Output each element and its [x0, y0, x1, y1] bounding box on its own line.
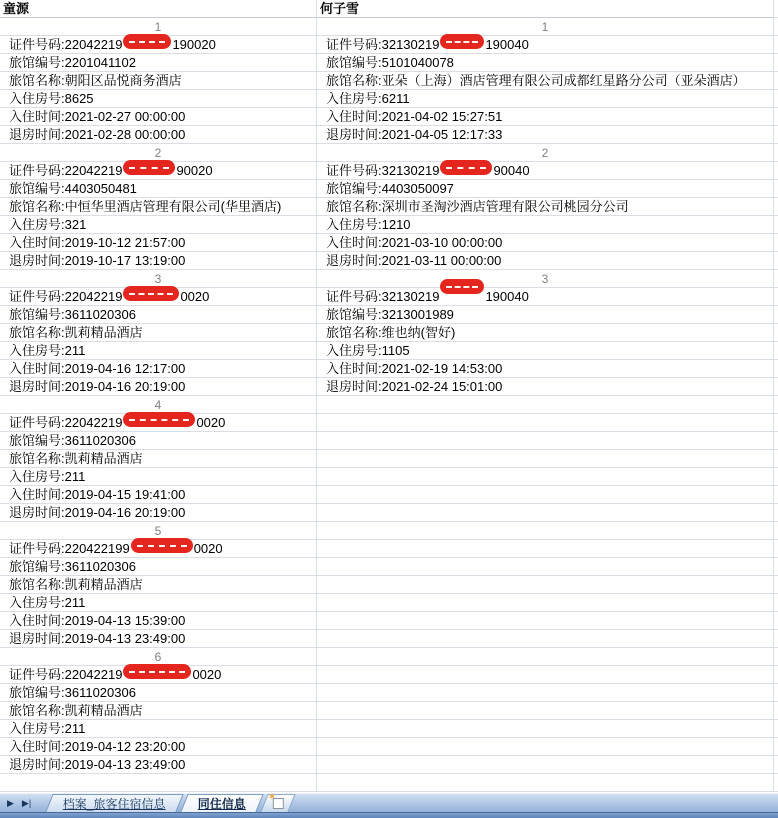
field-room-number[interactable]	[0, 216, 316, 234]
redaction-dashes	[129, 41, 165, 43]
field-hotel-code[interactable]	[0, 180, 316, 198]
field-hotel-code[interactable]	[317, 180, 773, 198]
field-id-number[interactable]	[0, 666, 316, 684]
field-hotel-code[interactable]	[0, 54, 316, 72]
redaction-mark	[123, 160, 175, 175]
record-index[interactable]: 1	[154, 20, 162, 34]
field-room-number-text: 入住房号:1210	[326, 217, 411, 232]
field-checkin-time-text: 入住时间:2019-04-15 19:41:00	[9, 487, 186, 502]
field-hotel-name[interactable]	[317, 324, 773, 342]
field-checkout-time-text: 退房时间:2019-04-13 23:49:00	[9, 631, 186, 646]
person-name-header[interactable]: 何子雪	[317, 0, 773, 18]
field-checkin-time-text: 入住时间:2021-03-10 00:00:00	[326, 235, 503, 250]
field-checkin-time-text: 入住时间:2021-04-02 15:27:51	[326, 109, 503, 124]
field-hotel-code[interactable]	[0, 432, 316, 450]
field-room-number[interactable]	[317, 90, 773, 108]
field-room-number[interactable]	[0, 468, 316, 486]
field-id-number[interactable]	[0, 414, 316, 432]
star-icon: ✶	[267, 792, 276, 803]
id-number-text: 证件号码:32130219 90040	[326, 163, 530, 178]
scroll-last-icon[interactable]: ▶|	[21, 797, 32, 808]
field-checkout-time[interactable]	[317, 252, 773, 270]
field-checkin-time[interactable]	[317, 108, 773, 126]
record-index[interactable]: 4	[154, 398, 162, 412]
tab-label: 档案_旅客住宿信息	[62, 797, 166, 811]
field-room-number-text: 入住房号:211	[9, 343, 86, 358]
field-checkout-time-text: 退房时间:2021-02-24 15:01:00	[326, 379, 503, 394]
field-checkin-time[interactable]	[0, 234, 316, 252]
field-checkout-time-text: 退房时间:2021-02-28 00:00:00	[9, 127, 186, 142]
field-checkout-time-text: 退房时间:2019-10-17 13:19:00	[9, 253, 186, 268]
field-hotel-code-text: 旅馆编号:2201041102	[9, 55, 136, 70]
id-number-text: 证件号码:22042219 0020	[9, 415, 225, 430]
field-checkin-time[interactable]	[0, 738, 316, 756]
field-checkout-time[interactable]	[317, 126, 773, 144]
record-index[interactable]: 3	[541, 272, 549, 286]
field-room-number[interactable]	[0, 720, 316, 738]
field-room-number-text: 入住房号:211	[9, 469, 86, 484]
insert-worksheet-icon	[267, 792, 283, 809]
field-hotel-name-text: 旅馆名称:亚朵（上海）酒店管理有限公司成都红星路分公司（亚朵酒店）	[326, 73, 746, 88]
id-number-text: 证件号码:22042219 90020	[9, 163, 213, 178]
redaction-mark	[123, 412, 195, 427]
redaction-dashes	[129, 671, 185, 673]
field-hotel-name[interactable]	[0, 324, 316, 342]
field-room-number[interactable]	[0, 342, 316, 360]
field-id-number[interactable]	[0, 540, 316, 558]
id-number-text: 证件号码:220422199 0020	[9, 541, 223, 556]
field-hotel-code[interactable]	[317, 306, 773, 324]
field-hotel-name-text: 旅馆名称:维也纳(智好)	[326, 325, 456, 340]
column-person-2	[317, 0, 773, 396]
redaction-mark	[440, 34, 484, 49]
field-checkout-time-text: 退房时间:2019-04-16 20:19:00	[9, 505, 186, 520]
field-room-number[interactable]	[317, 342, 773, 360]
field-checkout-time[interactable]	[0, 504, 316, 522]
field-checkout-time-text: 退房时间:2019-04-13 23:49:00	[9, 757, 186, 772]
field-id-number[interactable]	[317, 288, 773, 306]
field-checkout-time[interactable]	[0, 378, 316, 396]
field-hotel-name-text: 旅馆名称:凯莉精品酒店	[9, 577, 143, 592]
tab-label: 同住信息	[197, 797, 246, 811]
tab-archive-lodging-info[interactable]	[46, 794, 184, 812]
field-hotel-code[interactable]	[317, 54, 773, 72]
id-number-text: 证件号码:22042219 0020	[9, 667, 221, 682]
redaction-dashes	[446, 286, 478, 288]
field-hotel-name-text: 旅馆名称:凯莉精品酒店	[9, 325, 143, 340]
field-room-number-text: 入住房号:1105	[326, 343, 410, 358]
field-hotel-code-text: 旅馆编号:3611020306	[9, 307, 136, 322]
field-checkout-time[interactable]	[0, 756, 316, 774]
field-checkout-time-text: 退房时间:2019-04-16 20:19:00	[9, 379, 186, 394]
insert-worksheet-button[interactable]	[260, 794, 295, 812]
record-index[interactable]: 6	[154, 650, 162, 664]
field-checkout-time[interactable]	[0, 252, 316, 270]
field-checkout-time[interactable]	[0, 630, 316, 648]
field-hotel-name[interactable]	[0, 72, 316, 90]
redaction-dashes	[446, 41, 478, 43]
field-hotel-name-text: 旅馆名称:中恒华里酒店管理有限公司(华里酒店)	[9, 199, 282, 214]
redaction-mark	[131, 538, 193, 553]
field-hotel-name[interactable]	[317, 198, 773, 216]
column-gridline	[773, 0, 774, 792]
field-hotel-code[interactable]	[0, 684, 316, 702]
field-checkout-time-text: 退房时间:2021-03-11 00:00:00	[326, 253, 502, 268]
field-hotel-name[interactable]	[0, 576, 316, 594]
field-checkin-time-text: 入住时间:2019-10-12 21:57:00	[9, 235, 186, 250]
field-checkin-time-text: 入住时间:2021-02-19 14:53:00	[326, 361, 503, 376]
field-room-number-text: 入住房号:6211	[326, 91, 410, 106]
field-id-number[interactable]	[0, 36, 316, 54]
field-checkin-time[interactable]	[0, 486, 316, 504]
field-hotel-name[interactable]	[0, 702, 316, 720]
field-hotel-name-text: 旅馆名称:深圳市圣淘沙酒店管理有限公司桃园分公司	[326, 199, 629, 214]
field-checkout-time[interactable]	[0, 126, 316, 144]
field-hotel-name-text: 旅馆名称:凯莉精品酒店	[9, 451, 143, 466]
field-id-number[interactable]	[317, 36, 773, 54]
field-hotel-code-text: 旅馆编号:3213001989	[326, 307, 454, 322]
redaction-dashes	[446, 167, 486, 169]
redaction-dashes	[137, 545, 187, 547]
record-index[interactable]: 1	[541, 20, 549, 34]
redaction-dashes	[129, 293, 173, 295]
scroll-next-icon[interactable]: ▶	[7, 797, 14, 808]
field-checkout-time[interactable]	[317, 378, 773, 396]
field-hotel-code[interactable]	[0, 306, 316, 324]
field-hotel-code-text: 旅馆编号:4403050481	[9, 181, 137, 196]
sheet-tabs	[49, 794, 296, 812]
field-checkin-time[interactable]	[0, 612, 316, 630]
field-hotel-code-text: 旅馆编号:5101040078	[326, 55, 454, 70]
field-checkin-time-text: 入住时间:2021-02-27 00:00:00	[9, 109, 186, 124]
field-room-number[interactable]	[0, 594, 316, 612]
field-room-number-text: 入住房号:211	[9, 595, 86, 610]
redaction-mark	[440, 160, 492, 175]
record-index[interactable]: 2	[541, 146, 549, 160]
record-index[interactable]: 5	[154, 524, 162, 538]
field-room-number-text: 入住房号:321	[9, 217, 87, 232]
field-hotel-code-text: 旅馆编号:3611020306	[9, 559, 136, 574]
field-hotel-name[interactable]	[0, 198, 316, 216]
field-hotel-code-text: 旅馆编号:3611020306	[9, 433, 136, 448]
tab-scroll-buttons	[0, 794, 37, 812]
field-hotel-name-text: 旅馆名称:朝阳区品悦商务酒店	[9, 73, 182, 88]
field-checkin-time-text: 入住时间:2019-04-16 12:17:00	[9, 361, 186, 376]
id-number-text: 证件号码:22042219 0020	[9, 289, 209, 304]
field-checkin-time[interactable]	[0, 108, 316, 126]
field-checkin-time[interactable]	[317, 360, 773, 378]
field-checkin-time[interactable]	[0, 360, 316, 378]
id-number-text: 证件号码:32130219 190040	[326, 289, 529, 304]
bottom-border-strip	[0, 812, 778, 818]
redaction-dashes	[129, 419, 189, 421]
field-hotel-name-text: 旅馆名称:凯莉精品酒店	[9, 703, 143, 718]
redaction-mark	[440, 279, 484, 294]
field-checkin-time[interactable]	[317, 234, 773, 252]
tab-cohabitation-info[interactable]	[180, 794, 263, 812]
field-id-number[interactable]	[0, 288, 316, 306]
field-room-number[interactable]	[0, 90, 316, 108]
field-room-number[interactable]	[317, 216, 773, 234]
id-number-text: 证件号码:32130219 190040	[326, 37, 529, 52]
field-checkout-time-text: 退房时间:2021-04-05 12:17:33	[326, 127, 503, 142]
column-gridline	[316, 0, 317, 792]
field-hotel-code[interactable]	[0, 558, 316, 576]
field-hotel-code-text: 旅馆编号:4403050097	[326, 181, 454, 196]
redaction-dashes	[129, 167, 169, 169]
field-hotel-name[interactable]	[0, 450, 316, 468]
sheet-tab-bar	[0, 793, 778, 812]
field-room-number-text: 入住房号:8625	[9, 91, 94, 106]
person-name-header[interactable]: 童源	[0, 0, 316, 18]
field-room-number-text: 入住房号:211	[9, 721, 86, 736]
field-id-number[interactable]	[0, 162, 316, 180]
field-checkin-time-text: 入住时间:2019-04-12 23:20:00	[9, 739, 186, 754]
column-person-1	[0, 0, 316, 774]
record-index[interactable]: 2	[154, 146, 162, 160]
record-index[interactable]: 3	[154, 272, 162, 286]
field-hotel-code-text: 旅馆编号:3611020306	[9, 685, 136, 700]
redaction-mark	[123, 286, 179, 301]
redaction-mark	[123, 34, 171, 49]
id-number-text: 证件号码:22042219 190020	[9, 37, 216, 52]
redaction-mark	[123, 664, 191, 679]
field-hotel-name[interactable]	[317, 72, 773, 90]
field-checkin-time-text: 入住时间:2019-04-13 15:39:00	[9, 613, 186, 628]
field-id-number[interactable]	[317, 162, 773, 180]
